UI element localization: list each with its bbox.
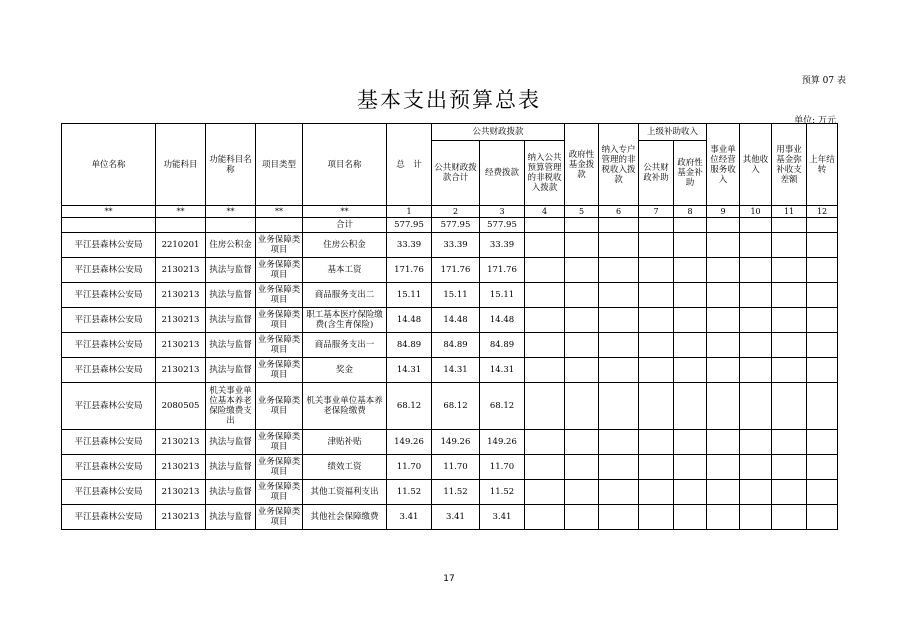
row-func-code: 2130213: [156, 455, 206, 480]
empty-cell: [772, 358, 807, 383]
total-value: 577.95: [387, 218, 432, 233]
row-func-name: 执法与监督: [206, 258, 256, 283]
empty-cell: [674, 308, 707, 333]
empty-cell: [525, 233, 565, 258]
index-row: [62, 206, 838, 218]
row-total: 3.41: [387, 505, 432, 530]
row-pf-total: 149.26: [432, 430, 480, 455]
row-pf-expense: 3.41: [480, 505, 525, 530]
empty-cell: [772, 333, 807, 358]
table-row: [62, 383, 838, 430]
row-pf-total: 33.39: [432, 233, 480, 258]
empty-cell: [599, 308, 639, 333]
row-func-code: 2210201: [156, 233, 206, 258]
empty-cell: [639, 333, 674, 358]
row-func-name: 执法与监督: [206, 480, 256, 505]
budget-table: [61, 123, 838, 530]
row-total: 11.52: [387, 480, 432, 505]
row-unit-name: 平江县森林公安局: [62, 455, 156, 480]
index-cell: **: [303, 206, 387, 218]
unit-label: 单位: 万元: [794, 116, 836, 126]
empty-cell: [707, 505, 740, 530]
row-unit-name: 平江县森林公安局: [62, 383, 156, 430]
empty-cell: [674, 430, 707, 455]
empty-cell: [772, 233, 807, 258]
row-pf-expense: 84.89: [480, 333, 525, 358]
empty-cell: [565, 233, 599, 258]
empty-cell: [639, 308, 674, 333]
empty-cell: [599, 258, 639, 283]
row-proj-type: 业务保障类项目: [256, 505, 303, 530]
index-cell: 11: [772, 206, 807, 218]
row-func-name: 住房公积金: [206, 233, 256, 258]
empty-cell: [599, 383, 639, 430]
table-body: [62, 206, 838, 530]
row-pf-expense: 68.12: [480, 383, 525, 430]
empty-cell: [707, 308, 740, 333]
empty-cell: [707, 233, 740, 258]
row-pf-total: 11.70: [432, 455, 480, 480]
empty-cell: [707, 480, 740, 505]
row-proj-name: 其他工资福利支出: [303, 480, 387, 505]
header-unit-name: 单位名称: [62, 124, 156, 206]
header-proj-type: 项目类型: [256, 124, 303, 206]
empty-cell: [525, 308, 565, 333]
row-unit-name: 平江县森林公安局: [62, 333, 156, 358]
empty-cell: [565, 358, 599, 383]
header-total: 总 计: [387, 124, 432, 206]
total-label: 合计: [303, 218, 387, 233]
row-unit-name: 平江县森林公安局: [62, 283, 156, 308]
row-func-name: 执法与监督: [206, 455, 256, 480]
index-cell: 12: [807, 206, 838, 218]
empty-cell: [707, 258, 740, 283]
empty-cell: [599, 505, 639, 530]
empty-cell: [772, 258, 807, 283]
header-sub-public: 公共财政补助: [639, 141, 674, 206]
total-pf-expense: 577.95: [480, 218, 525, 233]
empty-cell: [674, 455, 707, 480]
empty-cell: [740, 358, 772, 383]
empty-cell: [807, 383, 838, 430]
header-pf-nontax: 纳入公共预算管理的非税收入拨款: [525, 141, 565, 206]
row-pf-total: 14.31: [432, 358, 480, 383]
row-func-code: 2130213: [156, 283, 206, 308]
empty-cell: [674, 233, 707, 258]
row-pf-expense: 15.11: [480, 283, 525, 308]
row-func-name: 执法与监督: [206, 283, 256, 308]
table-row: [62, 358, 838, 383]
header-other-income: 其他收入: [740, 124, 772, 206]
row-func-name: 执法与监督: [206, 430, 256, 455]
empty-cell: [772, 383, 807, 430]
row-unit-name: 平江县森林公安局: [62, 308, 156, 333]
row-func-code: 2130213: [156, 308, 206, 333]
empty-cell: [740, 383, 772, 430]
index-cell: 1: [387, 206, 432, 218]
index-cell: 4: [525, 206, 565, 218]
row-proj-type: 业务保障类项目: [256, 358, 303, 383]
empty-cell: [772, 283, 807, 308]
row-func-code: 2130213: [156, 430, 206, 455]
header-proj-name: 项目名称: [303, 124, 387, 206]
empty-cell: [639, 258, 674, 283]
empty-cell: [674, 283, 707, 308]
empty-cell: [525, 455, 565, 480]
row-func-code: 2130213: [156, 358, 206, 383]
empty-cell: [707, 333, 740, 358]
row-func-name: 执法与监督: [206, 505, 256, 530]
row-pf-total: 15.11: [432, 283, 480, 308]
row-proj-type: 业务保障类项目: [256, 430, 303, 455]
empty-cell: [807, 358, 838, 383]
empty-cell: [707, 358, 740, 383]
row-total: 11.70: [387, 455, 432, 480]
row-pf-total: 11.52: [432, 480, 480, 505]
empty-cell: [707, 383, 740, 430]
empty-cell: [740, 430, 772, 455]
empty-cell: [525, 383, 565, 430]
row-pf-expense: 14.31: [480, 358, 525, 383]
empty-cell: [772, 308, 807, 333]
total-row: [62, 218, 838, 233]
index-cell: 6: [599, 206, 639, 218]
row-func-code: 2130213: [156, 505, 206, 530]
row-pf-total: 171.76: [432, 258, 480, 283]
header-gov-fund: 政府性基金拨款: [565, 124, 599, 206]
index-cell: **: [156, 206, 206, 218]
row-proj-name: 其他社会保障缴费: [303, 505, 387, 530]
index-cell: 7: [639, 206, 674, 218]
empty-cell: [599, 455, 639, 480]
row-func-code: 2130213: [156, 258, 206, 283]
empty-cell: [599, 333, 639, 358]
empty-cell: [740, 455, 772, 480]
row-total: 33.39: [387, 233, 432, 258]
row-pf-total: 84.89: [432, 333, 480, 358]
empty-cell: [807, 283, 838, 308]
row-proj-name: 住房公积金: [303, 233, 387, 258]
row-pf-total: 68.12: [432, 383, 480, 430]
table-row: [62, 505, 838, 530]
row-func-name: 机关事业单位基本养老保险缴费支出: [206, 383, 256, 430]
empty-cell: [772, 505, 807, 530]
table-row: [62, 233, 838, 258]
row-pf-expense: 11.70: [480, 455, 525, 480]
header-func-code: 功能科目: [156, 124, 206, 206]
row-func-name: 执法与监督: [206, 308, 256, 333]
row-func-name: 执法与监督: [206, 358, 256, 383]
empty-cell: [740, 258, 772, 283]
empty-cell: [639, 430, 674, 455]
row-total: 171.76: [387, 258, 432, 283]
table-row: [62, 480, 838, 505]
empty-cell: [599, 430, 639, 455]
index-cell: 3: [480, 206, 525, 218]
empty-cell: [639, 383, 674, 430]
row-total: 84.89: [387, 333, 432, 358]
empty-cell: [525, 358, 565, 383]
empty-cell: [565, 480, 599, 505]
empty-cell: [565, 455, 599, 480]
empty-cell: [639, 233, 674, 258]
empty-cell: [525, 505, 565, 530]
empty-cell: [565, 383, 599, 430]
empty-cell: [707, 283, 740, 308]
row-unit-name: 平江县森林公安局: [62, 505, 156, 530]
row-proj-type: 业务保障类项目: [256, 333, 303, 358]
index-cell: **: [62, 206, 156, 218]
empty-cell: [674, 505, 707, 530]
row-func-code: 2130213: [156, 480, 206, 505]
page-title: 基本支出预算总表: [357, 88, 541, 112]
row-pf-expense: 149.26: [480, 430, 525, 455]
empty-cell: [639, 283, 674, 308]
empty-cell: [639, 455, 674, 480]
table-row: [62, 430, 838, 455]
row-total: 68.12: [387, 383, 432, 430]
table-row: [62, 258, 838, 283]
empty-cell: [599, 358, 639, 383]
empty-cell: [525, 480, 565, 505]
total-pf-total: 577.95: [432, 218, 480, 233]
index-cell: 2: [432, 206, 480, 218]
empty-cell: [639, 480, 674, 505]
empty-cell: [807, 233, 838, 258]
row-total: 14.31: [387, 358, 432, 383]
table-row: [62, 283, 838, 308]
empty-cell: [707, 455, 740, 480]
row-total: 14.48: [387, 308, 432, 333]
empty-cell: [674, 258, 707, 283]
row-proj-type: 业务保障类项目: [256, 383, 303, 430]
header-pf-total: 公共财政拨款合计: [432, 141, 480, 206]
empty-cell: [565, 258, 599, 283]
empty-cell: [740, 333, 772, 358]
row-total: 149.26: [387, 430, 432, 455]
header-business-income: 事业单位经营服务收入: [707, 124, 740, 206]
index-cell: 5: [565, 206, 599, 218]
row-proj-type: 业务保障类项目: [256, 233, 303, 258]
header-func-name: 功能科目名称: [206, 124, 256, 206]
row-func-code: 2130213: [156, 333, 206, 358]
index-cell: 10: [740, 206, 772, 218]
row-proj-type: 业务保障类项目: [256, 455, 303, 480]
empty-cell: [525, 283, 565, 308]
table-row: [62, 455, 838, 480]
row-unit-name: 平江县森林公安局: [62, 258, 156, 283]
row-unit-name: 平江县森林公安局: [62, 233, 156, 258]
empty-cell: [740, 308, 772, 333]
row-proj-name: 机关事业单位基本养老保险缴费: [303, 383, 387, 430]
row-func-code: 2080505: [156, 383, 206, 430]
row-func-name: 执法与监督: [206, 333, 256, 358]
empty-cell: [599, 283, 639, 308]
table-row: [62, 333, 838, 358]
empty-cell: [639, 505, 674, 530]
empty-cell: [807, 258, 838, 283]
row-proj-name: 津贴补贴: [303, 430, 387, 455]
empty-cell: [807, 455, 838, 480]
row-pf-expense: 171.76: [480, 258, 525, 283]
header-superior-subsidy: 上级补助收入: [639, 124, 707, 141]
index-cell: 8: [674, 206, 707, 218]
empty-cell: [599, 480, 639, 505]
empty-cell: [807, 505, 838, 530]
empty-cell: [565, 333, 599, 358]
row-unit-name: 平江县森林公安局: [62, 480, 156, 505]
row-pf-total: 14.48: [432, 308, 480, 333]
empty-cell: [740, 283, 772, 308]
empty-cell: [674, 480, 707, 505]
empty-cell: [807, 430, 838, 455]
row-unit-name: 平江县森林公安局: [62, 430, 156, 455]
empty-cell: [639, 358, 674, 383]
empty-cell: [674, 358, 707, 383]
empty-cell: [772, 455, 807, 480]
header-pf-expense: 经费拨款: [480, 141, 525, 206]
page-number: 17: [443, 574, 455, 584]
empty-cell: [525, 258, 565, 283]
row-pf-total: 3.41: [432, 505, 480, 530]
empty-cell: [525, 430, 565, 455]
index-cell: 9: [707, 206, 740, 218]
empty-cell: [674, 333, 707, 358]
empty-cell: [807, 333, 838, 358]
header-sub-gov-fund: 政府性基金补助: [674, 141, 707, 206]
empty-cell: [740, 505, 772, 530]
row-proj-name: 基本工资: [303, 258, 387, 283]
row-proj-type: 业务保障类项目: [256, 258, 303, 283]
header-carryover: 上年结转: [807, 124, 838, 206]
empty-cell: [772, 430, 807, 455]
empty-cell: [740, 480, 772, 505]
row-pf-expense: 33.39: [480, 233, 525, 258]
row-proj-type: 业务保障类项目: [256, 480, 303, 505]
empty-cell: [707, 430, 740, 455]
row-total: 15.11: [387, 283, 432, 308]
index-cell: **: [256, 206, 303, 218]
header-reserve: 用事业基金弥补收支差额: [772, 124, 807, 206]
row-proj-name: 职工基本医疗保险缴费(含生育保险): [303, 308, 387, 333]
index-cell: **: [206, 206, 256, 218]
row-pf-expense: 11.52: [480, 480, 525, 505]
empty-cell: [740, 233, 772, 258]
row-proj-name: 商品服务支出二: [303, 283, 387, 308]
empty-cell: [807, 480, 838, 505]
empty-cell: [565, 308, 599, 333]
row-proj-type: 业务保障类项目: [256, 308, 303, 333]
empty-cell: [599, 233, 639, 258]
empty-cell: [772, 480, 807, 505]
empty-cell: [674, 383, 707, 430]
empty-cell: [565, 430, 599, 455]
row-proj-name: 奖金: [303, 358, 387, 383]
empty-cell: [807, 308, 838, 333]
table-row: [62, 308, 838, 333]
empty-cell: [565, 283, 599, 308]
row-proj-name: 商品服务支出一: [303, 333, 387, 358]
form-number: 预算 07 表: [801, 76, 846, 86]
header-special-nontax: 纳入专户管理的非税收入拨款: [599, 124, 639, 206]
row-unit-name: 平江县森林公安局: [62, 358, 156, 383]
row-proj-name: 绩效工资: [303, 455, 387, 480]
row-proj-type: 业务保障类项目: [256, 283, 303, 308]
header-public-finance: 公共财政拨款: [432, 124, 565, 141]
empty-cell: [525, 333, 565, 358]
row-pf-expense: 14.48: [480, 308, 525, 333]
empty-cell: [565, 505, 599, 530]
